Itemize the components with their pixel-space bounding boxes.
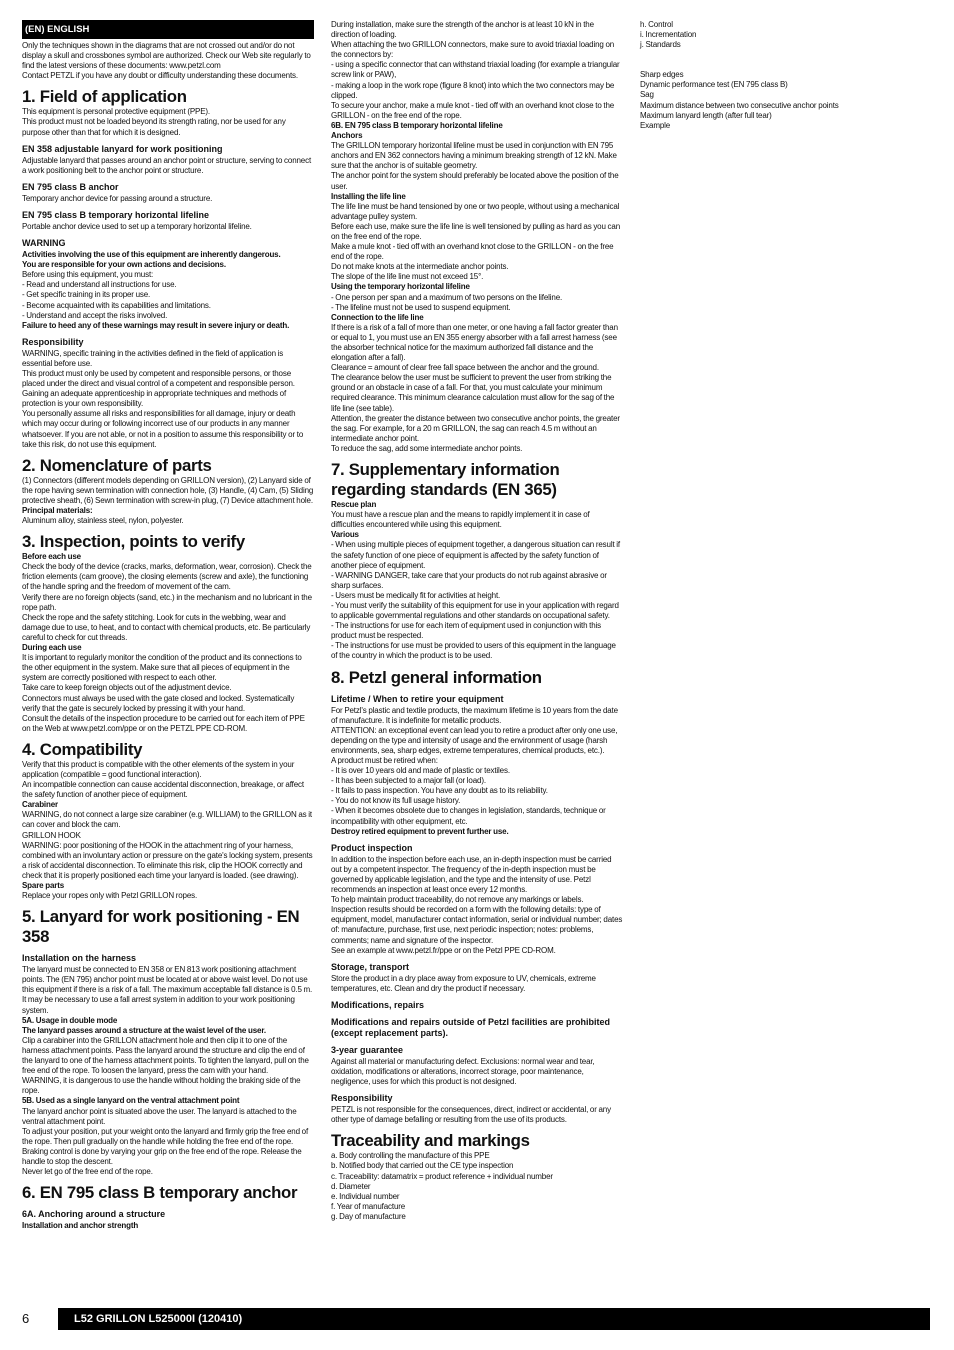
paragraph: You personally assume all risks and responsibilities for all damage, injury or death which may occur during or following incorrect use of our products in any manner whatsoever. If you are not able, or not in a position to assume this responsibility or to take this risk, do not use this equipment. (22, 409, 304, 449)
bold-paragraph: Connection to the life line (331, 312, 424, 322)
paragraph: - using a specific connector that can withstand triaxial loading (for example a triangular screw link or PAW), (331, 60, 620, 80)
page-number: 6 (22, 1311, 30, 1326)
section-heading: 8. Petzl general information (331, 667, 542, 687)
paragraph: Verify that this product is compatible with the other elements of the system in your application (compatible = good functional interaction). (22, 759, 295, 779)
bold-paragraph: Failure to heed any of these warnings may result in severe injury or death. (22, 320, 290, 330)
paragraph: The clearance below the user must be sufficient to prevent the user from striking the ground or an obstacle in case of a fall. For that, you must calculate your minimum required clearance. This minimum clearance calculation must allow for the sag of the life line (see table). (331, 373, 615, 413)
paragraph: j. Standards (640, 40, 681, 50)
subheading: Responsibility (22, 336, 84, 347)
bold-paragraph: Activities involving the use of this equipment are inherently dangerous. (22, 250, 281, 260)
section-heading: Traceability and markings (331, 1131, 530, 1151)
bold-paragraph: Anchors (331, 131, 363, 141)
bold-paragraph: Carabiner (22, 800, 58, 810)
paragraph: Sharp edges (640, 70, 684, 80)
paragraph: - Read and understand all instructions for use. (22, 280, 177, 290)
language-label: (EN) ENGLISH (22, 20, 314, 39)
paragraph: Never let go of the free end of the rope. (22, 1167, 153, 1177)
text-column-3 (640, 20, 935, 131)
paragraph: - It fails to pass inspection. You have any doubt as to its reliability. (331, 786, 548, 796)
subheading: EN 795 class B anchor (22, 181, 119, 192)
paragraph: For Petzl's plastic and textile products, the maximum lifetime is 10 years from the date of manufacture. It is indefinite for metallic products. (331, 705, 618, 725)
section-heading: 4. Compatibility (22, 739, 143, 759)
paragraph: Check the body of the device (cracks, marks, deformation, wear, corrosion). Check the friction elements (cam groove), the closing elements (screw and axle), the functioning of the handle spring and the freedom of movement of the cam. (22, 562, 312, 592)
paragraph: b. Notified body that carried out the CE type inspection (331, 1161, 514, 1171)
paragraph: Aluminum alloy, stainless steel, nylon, polyester. (22, 516, 184, 526)
paragraph: Verify there are no foreign objects (sand, etc.) in the mechanism and no lubricant in the rope path. (22, 592, 312, 612)
subheading: 6A. Anchoring around a structure (22, 1209, 166, 1220)
paragraph: - You do not know its full usage history. (331, 796, 461, 806)
paragraph: If there is a risk of a fall of more than one meter, or one having a fall factor greater than or equal to 1, you must use an EN 355 energy absorber with a fall arrest harness (see the absorber technical notice for the maximum authorized fall distance and the elongation after a fall). (331, 322, 618, 363)
paragraph: g. Day of manufacture (331, 1211, 406, 1221)
bold-paragraph: Before each use (22, 552, 81, 562)
paragraph: Maximum distance between two consecutive anchor points (640, 100, 839, 110)
page-footer (22, 1308, 930, 1330)
paragraph: In addition to the inspection before each use, an in-depth inspection must be carried out by a competent inspector. The frequency of the in-depth inspection must be governed by applicable legislation, and the type and the intensity of use. Petzl recommends an inspection at least once every 12 months. (331, 854, 612, 895)
paragraph: WARNING, do not connect a large size carabiner (e.g. WILLIAM) to the GRILLON as it can cover and block the cam. (22, 810, 312, 830)
paragraph: Check the rope and the safety stitching. Look for cuts in the webbing, wear and damage due to use, to heat, and to contact with chemical products, etc. Be particularly careful to check for cut threads. (22, 612, 311, 642)
subheading: WARNING (22, 238, 66, 249)
paragraph: Sag (640, 90, 654, 100)
paragraph: Connectors must always be used with the gate closed and locked. Systematically verify that the gate is securely locked by pressing it with your hand. (22, 693, 295, 713)
paragraph: (1) Connectors (different models depending on GRILLON version), (2) Lanyard side of the rope having sewn termination with connection hole, (3) Handle, (4) Cam, (5) Sliding protective sheath, (6) Sewn termination with screw-in plug, (7) Device attachment hole. (22, 475, 314, 505)
paragraph: During installation, make sure the strength of the anchor is at least 10 kN in the direction of loading. (331, 20, 594, 40)
paragraph: Before using this equipment, you must: (22, 270, 154, 280)
paragraph: This product must only be used by competent and responsible persons, or those placed under the direct and visual control of a competent and responsible person. Gaining an adequate apprenticeship in appropriate techniques and methods of protection is your own responsibility. (22, 368, 295, 409)
paragraph: Clip a carabiner into the GRILLON attachment hole and then clip it to one of the harness attachment points. Pass the lanyard around the structure and clip the end of the lanyard to one of the harness attachment points. To tighten the lanyard, pull on the free end of the rope. To loosen the lanyard, press the cam with your hand. (22, 1035, 309, 1076)
subheading: EN 358 adjustable lanyard for work positioning (22, 143, 223, 154)
paragraph: GRILLON HOOK (22, 830, 81, 840)
paragraph: - One person per span and a maximum of two persons on the lifeline. (331, 292, 563, 302)
paragraph: - You must verify the suitability of this equipment for use in your application with regard to applicable governmental regulations and other standards on occupational safety. (331, 600, 619, 621)
paragraph: To reduce the sag, add some intermediate anchor points. (331, 443, 523, 453)
bold-paragraph: Rescue plan (331, 500, 377, 510)
paragraph: An incompatible connection can cause accidental disconnection, breakage, or affect the safety function of another piece of equipment. (22, 780, 304, 800)
paragraph: Maximum lanyard length (after full tear) (640, 110, 772, 120)
paragraph: To help maintain product traceability, do not remove any markings or labels. (331, 895, 584, 905)
bold-paragraph: 5A. Usage in double mode (22, 1015, 118, 1025)
paragraph: To secure your anchor, make a mule knot - tied off with an overhand knot close to the GRILLON - on the free end of the rope. (331, 100, 615, 120)
bold-paragraph: Various (331, 530, 359, 540)
bold-paragraph: Principal materials: (22, 506, 93, 515)
paragraph: The lanyard must be connected to EN 358 or EN 813 work positioning attachment points. The (EN 795) anchor point must be located at or above waist level. Do not use this equipment if there is a risk of a fall. The maximum acceptable fall distance is 0.5 m. It may be necessary to use a fall arrest system in addition to your work positioning system. (22, 965, 313, 1015)
paragraph: Portable anchor device used to set up a temporary horizontal lifeline. (22, 221, 252, 231)
bold-paragraph: Using the temporary horizontal lifeline (331, 282, 470, 292)
paragraph: It is important to regularly monitor the condition of the product and its connections to the other equipment in the system. Make sure that all pieces of equipment in the system are correctly positioned with respect to each other. (22, 653, 302, 683)
paragraph: d. Diameter (331, 1181, 371, 1191)
paragraph: - Users must be medically fit for activities at height. (331, 590, 501, 600)
bold-paragraph: You are responsible for your own actions and decisions. (22, 260, 226, 270)
bold-paragraph: The lanyard passes around a structure at the waist level of the user. (22, 1025, 266, 1035)
text-column-1 (22, 20, 314, 1231)
paragraph: The anchor point for the system should preferably be located above the position of the user. (331, 171, 619, 191)
subheading: Installation on the harness (22, 953, 137, 964)
paragraph: Against all material or manufacturing defect. Exclusions: normal wear and tear, oxidation, modifications or alterations, incorrect storage, poor maintenance, negligence, uses for which this product is not designed. (331, 1056, 595, 1087)
section-heading: 1. Field of application (22, 87, 187, 107)
section-heading: 3. Inspection, points to verify (22, 532, 245, 552)
subheading: Modifications and repairs outside of Petzl facilities are prohibited (except replacement parts). (331, 1016, 611, 1038)
paragraph: Dynamic performance test (EN 795 class B) (640, 80, 788, 90)
subheading: Modifications, repairs (331, 999, 425, 1010)
paragraph: - The instructions for use must be provided to users of this equipment in the language of the country in which the product is to be used. (331, 641, 616, 661)
paragraph: Make a mule knot - tied off with an overhand knot close to the GRILLON - on the free end of the rope. (331, 242, 614, 262)
paragraph: This product must not be loaded beyond its strength rating, nor be used for any purpose other than that for which it is designed. (22, 117, 286, 137)
paragraph: Clearance = amount of clear free fall space between the anchor and the ground. (331, 363, 599, 373)
section-heading: 5. Lanyard for work positioning - EN 358 (22, 907, 300, 947)
paragraph: See an example at www.petzl.fr/ppe or on the Petzl PPE CD-ROM. (331, 945, 556, 955)
paragraph: i. Incrementation (640, 30, 697, 40)
paragraph: - When using multiple pieces of equipment together, a dangerous situation can result if the safety function of one piece of equipment is affected by the safety function of another piece of equipment. (331, 540, 621, 570)
subheading: Lifetime / When to retire your equipment (331, 693, 504, 704)
paragraph: - It is over 10 years old and made of plastic or textiles. (331, 766, 510, 776)
paragraph: The lanyard anchor point is situated above the user. The lanyard is attached to the ventral attachment point. (22, 1106, 297, 1126)
subheading: Responsibility (331, 1093, 393, 1104)
paragraph: Attention, the greater the distance between two consecutive anchor points, the greater the sag. For example, for a 20 m GRILLON, the sag can reach 4.5 m without an intermediate anchor point. (331, 413, 620, 443)
paragraph: a. Body controlling the manufacture of this PPE (331, 1151, 490, 1161)
paragraph: Do not make knots at the intermediate anchor points. (331, 262, 509, 272)
section-heading: 2. Nomenclature of parts (22, 455, 212, 475)
paragraph: When attaching the two GRILLON connectors, make sure to avoid triaxial loading on the connectors by: (331, 40, 615, 60)
section-heading: 6. EN 795 class B temporary anchor (22, 1183, 298, 1203)
paragraph: The life line must be hand tensioned by one or two people, without using a mechanical advantage pulley system. (331, 201, 620, 221)
subheading: EN 795 class B temporary horizontal lifeline (22, 209, 210, 220)
paragraph: This equipment is personal protective equipment (PPE). (22, 107, 210, 117)
bold-paragraph: 6B. EN 795 class B temporary horizontal lifeline (331, 120, 503, 130)
paragraph: PETZL is not responsible for the consequences, direct, indirect or accidental, or any other type of damage befalling or resulting from the use of its products. (331, 1105, 611, 1125)
paragraph: h. Control (640, 20, 673, 29)
subheading: 3-year guarantee (331, 1044, 404, 1055)
paragraph: Example (640, 120, 671, 130)
paragraph: Only the techniques shown in the diagrams that are not crossed out and/or do not display a skull and crossbones symbol are authorized. Check our Web site regularly to find the latest versions of these documents: www.petzl.com (22, 41, 311, 71)
paragraph: Contact PETZL if you have any doubt or difficulty understanding these documents. (22, 71, 298, 81)
paragraph: Take care to keep foreign objects out of the adjustment device. (22, 683, 232, 693)
paragraph: e. Individual number (331, 1191, 400, 1201)
bold-paragraph: During each use (22, 643, 82, 653)
paragraph: WARNING: poor positioning of the HOOK in the attachment ring of your harness, combined with an involuntary action or pressure on the gate's locking system, presents a risk of accidental disconnection. To eliminate this risk, clip the HOOK correctly and check that it is properly positioned each time your lanyard is loaded. (see drawing). (22, 840, 313, 880)
text-column-2 (331, 20, 623, 1222)
paragraph: f. Year of manufacture (331, 1201, 406, 1211)
paragraph: - Become acquainted with its capabilities and limitations. (22, 300, 211, 310)
paragraph: - Understand and accept the risks involved. (22, 310, 168, 320)
spacer (640, 60, 935, 70)
spacer (640, 50, 935, 60)
footer-title: L52 GRILLON L525000I (120410) (58, 1308, 930, 1330)
bold-paragraph: Destroy retired equipment to prevent further use. (331, 826, 509, 836)
paragraph: - The instructions for use for each item of equipment used in conjunction with this product must be respected. (331, 621, 602, 641)
paragraph: Store the product in a dry place away from exposure to UV, chemicals, extreme temperatures, etc. Clean and dry the product if necessary. (331, 973, 596, 993)
paragraph: - Get specific training in its proper use. (22, 290, 151, 300)
paragraph: ATTENTION: an exceptional event can lead you to retire a product after only one use, depending on the type and intensity of usage and the environment of usage (harsh environments, sea, sharp edges, extreme temperatures, chemical products, etc.). (331, 725, 618, 755)
paragraph: Before each use, make sure the life line is well tensioned by pulling as hard as you can on the free end of the rope. (331, 221, 620, 241)
bold-paragraph: Installation and anchor strength (22, 1221, 139, 1231)
bold-paragraph: 5B. Used as a single lanyard on the ventral attachment point (22, 1096, 240, 1106)
bold-paragraph: Spare parts (22, 881, 65, 890)
subheading: Product inspection (331, 842, 413, 853)
paragraph: The GRILLON temporary horizontal lifeline must be used in conjunction with EN 795 anchors and EN 362 connectors having a minimum breaking strength of 12 kN. Make sure that the anchor is of suitable geometry. (331, 141, 617, 171)
paragraph: WARNING, it is dangerous to use the handle without holding the braking side of the rope. (22, 1076, 301, 1096)
paragraph: Adjustable lanyard that passes around an anchor point or structure, serving to connect a work positioning belt to the anchor point or structure. (22, 155, 312, 175)
paragraph: You must have a rescue plan and the means to rapidly implement it in case of difficulties encountered while using this equipment. (331, 510, 590, 530)
paragraph: Consult the details of the inspection procedure to be carried out for each item of PPE on the Web at www.petzl.com/ppe or on the PETZL PPE CD-ROM. (22, 713, 305, 733)
paragraph: - When it becomes obsolete due to changes in legislation, standards, technique or incompatibility with other equipment, etc. (331, 806, 606, 826)
subheading: Storage, transport (331, 961, 410, 972)
paragraph: To adjust your position, put your weight onto the lanyard and firmly grip the free end of the rope. Then pull gradually on the handle while holding the free end of the rope. Braking control is done by varying your grip on the free end of the rope. Release the handle to stop the descent. (22, 1126, 309, 1166)
paragraph: WARNING, specific training in the activities defined in the field of application is essential before use. (22, 348, 284, 368)
bold-paragraph: Installing the life line (331, 191, 406, 201)
paragraph: Replace your ropes only with Petzl GRILLON ropes. (22, 891, 198, 901)
paragraph: - WARNING DANGER, take care that your products do not rub against abrasive or sharp surfaces. (331, 570, 607, 590)
paragraph: - making a loop in the work rope (figure 8 knot) into which the two connectors may be clipped. (331, 80, 615, 100)
paragraph: Inspection results should be recorded on a form with the following details: type of equipment, model, manufacturer contact information, serial or individual number; dates of: manufacture, purchase, first use, next periodic inspection; notes: problems, comments; name and signature of the inspector. (331, 905, 623, 945)
paragraph: A product must be retired when: (331, 756, 438, 765)
paragraph: The slope of the life line must not exceed 15°. (331, 272, 484, 282)
paragraph: c. Traceability: datamatrix = product reference + individual number (331, 1171, 553, 1181)
paragraph: - It has been subjected to a major fall (or load). (331, 776, 486, 786)
section-heading: 7. Supplementary information regarding standards (EN 365) (331, 460, 560, 500)
paragraph: - The lifeline must not be used to suspend equipment. (331, 302, 511, 312)
paragraph: Temporary anchor device for passing around a structure. (22, 193, 213, 203)
